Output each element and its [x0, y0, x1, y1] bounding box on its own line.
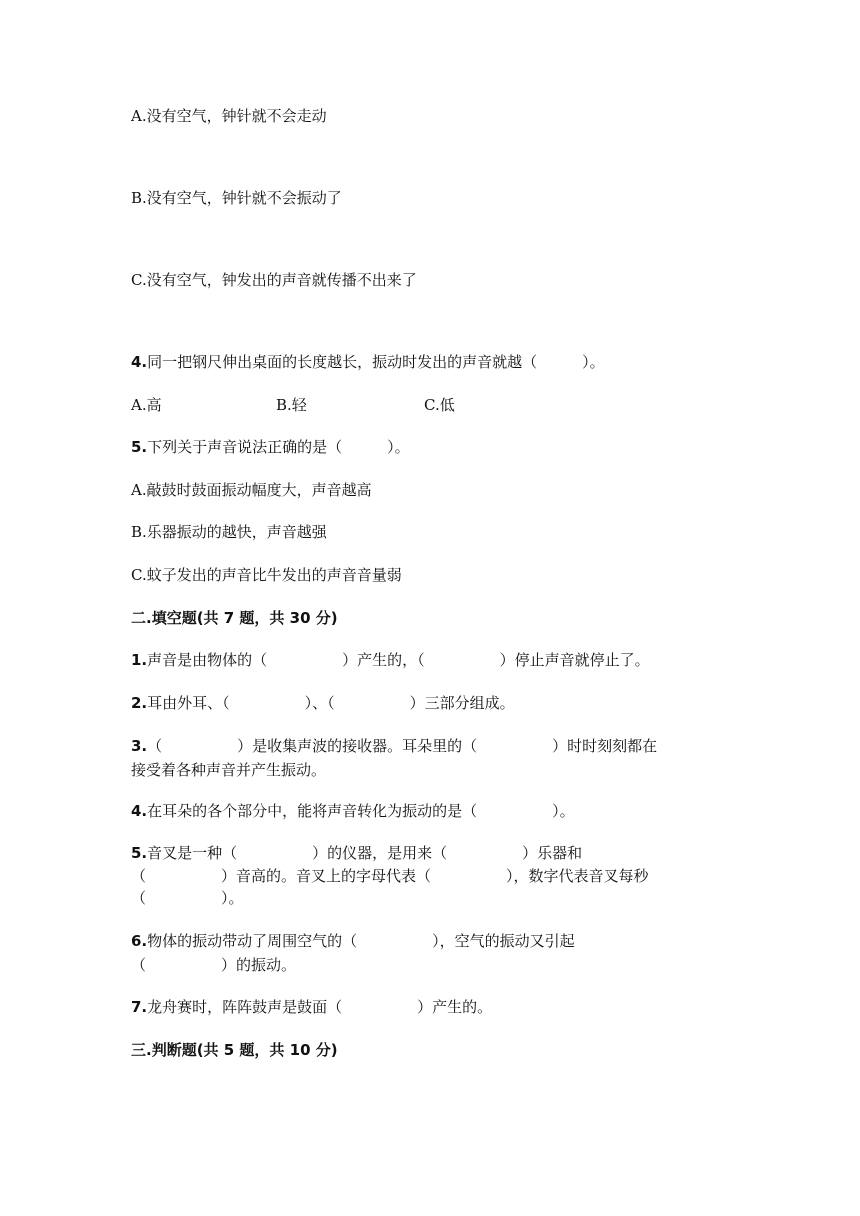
q5-stem — [131, 437, 410, 457]
q3-option-a: A.没有空气，钟针就不会走动 — [131, 107, 327, 125]
fill-q3-text-line1: （ ）是收集声波的接收器。耳朵里的（ ）时时刻刻都在 — [147, 737, 658, 755]
q3-option-b: B.没有空气，钟针就不会振动了 — [131, 189, 342, 207]
fill-q6-number: 6. — [131, 932, 148, 950]
fill-q4-number: 4. — [131, 802, 148, 820]
fill-q1-number: 1. — [131, 651, 148, 669]
q4-options — [131, 395, 631, 415]
q5-option-a: A.敲鼓时鼓面振动幅度大，声音越高 — [131, 481, 372, 499]
fill-q3-number: 3. — [131, 737, 148, 755]
q4-option-b: B.轻 — [276, 396, 307, 414]
fill-q7-number: 7. — [131, 998, 148, 1016]
fill-q1 — [131, 650, 650, 670]
section3-title: 三.判断题(共 5 题，共 10 分) — [131, 1041, 338, 1059]
fill-q1-text: 声音是由物体的（ ）产生的，（ ）停止声音就停止了。 — [147, 651, 650, 669]
section2-title: 二.填空题(共 7 题，共 30 分) — [131, 609, 338, 627]
fill-q5-text-line1: 音叉是一种（ ）的仪器，是用来（ ）乐器和 — [147, 844, 583, 862]
q5-option-b: B.乐器振动的越快，声音越强 — [131, 523, 327, 541]
q3-option-c: C.没有空气，钟发出的声音就传播不出来了 — [131, 271, 417, 289]
fill-q2-number: 2. — [131, 694, 148, 712]
q5-text: 下列关于声音说法正确的是（ ）。 — [147, 438, 410, 456]
q4-text: 同一把钢尺伸出桌面的长度越长，振动时发出的声音就越（ ）。 — [147, 353, 605, 371]
fill-q5-number: 5. — [131, 844, 148, 862]
fill-q3 — [131, 736, 657, 756]
q5-number: 5. — [131, 438, 148, 456]
fill-q6-text-line2: （ ）的振动。 — [131, 956, 297, 974]
fill-q4-text: 在耳朵的各个部分中，能将声音转化为振动的是（ ）。 — [147, 802, 575, 820]
q4-stem — [131, 352, 605, 372]
fill-q7-text: 龙舟赛时，阵阵鼓声是鼓面（ ）产生的。 — [147, 998, 493, 1016]
fill-q5-text-line3: （ ）。 — [131, 889, 244, 907]
fill-q6 — [131, 931, 575, 951]
q4-option-c: C.低 — [424, 396, 455, 414]
fill-q5 — [131, 843, 582, 863]
fill-q2-text: 耳由外耳、（ ）、（ ）三部分组成。 — [147, 694, 515, 712]
fill-q2 — [131, 693, 515, 713]
fill-q4 — [131, 801, 575, 821]
fill-q3-text-line2: 接受着各种声音并产生振动。 — [131, 761, 327, 779]
q4-option-a: A.高 — [131, 396, 162, 414]
q4-number: 4. — [131, 353, 148, 371]
q5-option-c: C.蚊子发出的声音比牛发出的声音音量弱 — [131, 566, 402, 584]
fill-q7 — [131, 997, 492, 1017]
fill-q6-text-line1: 物体的振动带动了周围空气的（ ），空气的振动又引起 — [147, 932, 575, 950]
fill-q5-text-line2: （ ）音高的。音叉上的字母代表（ ），数字代表音叉每秒 — [131, 867, 649, 885]
